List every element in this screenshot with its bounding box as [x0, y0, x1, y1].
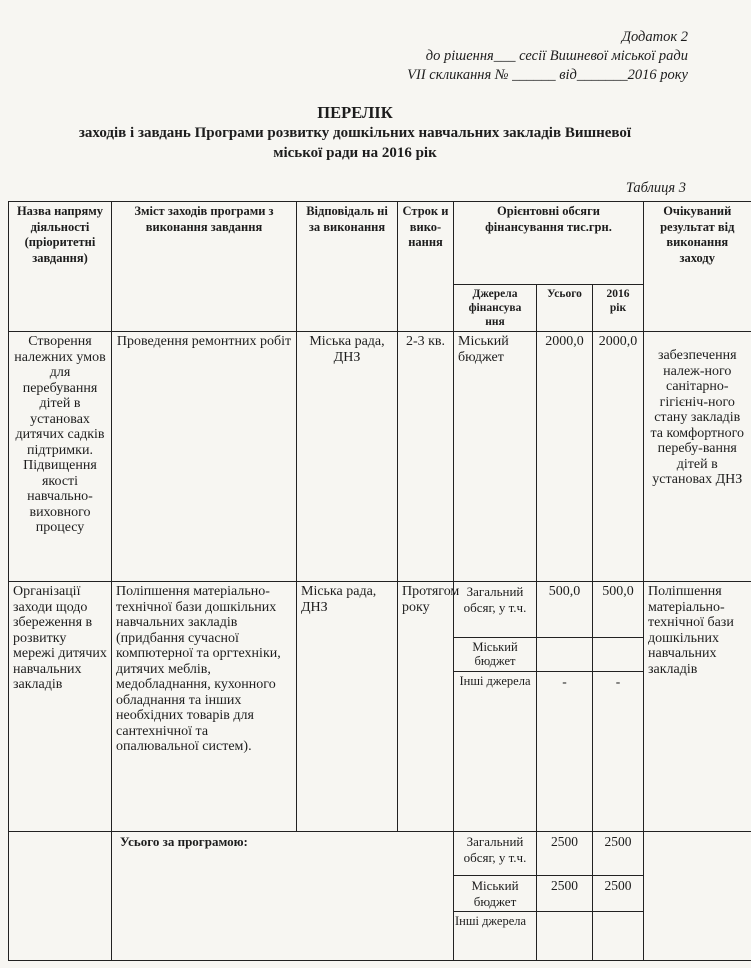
row1-direction: Створення належних умов для перебування дітей в установах дитячих садків підтримки. Підвищення якості навчально-виховного процесу	[9, 332, 112, 582]
row2-responsible: Міська рада, ДНЗ	[297, 582, 398, 832]
row2-year-city	[593, 638, 644, 672]
row1-total: 2000,0	[537, 332, 593, 582]
totals-year-city: 2500	[593, 876, 644, 912]
table-row	[9, 582, 751, 638]
row2-source-general: Загальний обсяг, у т.ч.	[454, 582, 537, 638]
document-title	[0, 103, 710, 163]
table-row	[9, 332, 751, 582]
header-direction: Назва напряму діяльності (пріоритетні завдання)	[9, 202, 112, 332]
header-year: 2016 рік	[593, 285, 644, 332]
row2-year-general: 500,0	[593, 582, 644, 638]
row2-result: Поліпшення матеріально-технічної бази дошкільних навчальних закладів	[644, 582, 751, 832]
header-result: Очікуваний результат від виконання заходу	[644, 202, 751, 332]
totals-label: Усього за програмою:	[112, 832, 454, 961]
header-source: Джерела фінансува ння	[454, 285, 537, 332]
totals-source-other: Інші джерела	[454, 912, 537, 961]
header-total: Усього	[537, 285, 593, 332]
row2-direction: Організації заходи щодо збереження в розвитку мережі дитячих навчальних закладів	[9, 582, 112, 832]
row2-content: Поліпшення матеріально-технічної бази дошкільних навчальних закладів (придбання сучасної компютерної та оргтехніки, дитячих меблів, медобладнання, кухонного обладнання та інших необхідних товарів для сантехнічної та опалювальної систем).	[112, 582, 297, 832]
measures-table	[8, 201, 751, 961]
row1-year: 2000,0	[593, 332, 644, 582]
totals-source-general: Загальний обсяг, у т.ч.	[454, 832, 537, 876]
header-responsible: Відповідаль ні за виконання	[297, 202, 398, 332]
row1-source: Міський бюджет	[454, 332, 537, 582]
totals-source-city: Міський бюджет	[454, 876, 537, 912]
row2-source-city: Міський бюджет	[454, 638, 537, 672]
totals-year-general: 2500	[593, 832, 644, 876]
totals-empty	[9, 832, 112, 961]
row1-responsible: Міська рада, ДНЗ	[297, 332, 398, 582]
totals-row	[9, 832, 751, 876]
title-heading: ПЕРЕЛІК	[317, 103, 393, 122]
title-line-3: міської ради на 2016 рік	[273, 145, 437, 161]
totals-total-city: 2500	[537, 876, 593, 912]
header-term: Строк и вико- нання	[398, 202, 454, 332]
header-funding: Орієнтовні обсяги фінансування тис.грн.	[454, 202, 644, 285]
row1-result: забезпечення належ-ного санітарно-гігієніч-ного стану закладів та комфортного перебу-вання дітей в установах ДНЗ	[644, 332, 751, 582]
row2-total-other: -	[537, 672, 593, 832]
row2-source-other: Інші джерела	[454, 672, 537, 832]
header-content: Зміст заходів програми з виконання завдання	[112, 202, 297, 332]
totals-total-other	[537, 912, 593, 961]
row1-term: 2-3 кв.	[398, 332, 454, 582]
row2-total-city	[537, 638, 593, 672]
title-line-2: заходів і завдань Програми розвитку дошкільних навчальних закладів Вишневої	[78, 125, 632, 141]
row2-year-other: -	[593, 672, 644, 832]
appendix-decision: до рішення___ сесії Вишневої міської ради	[425, 48, 688, 64]
totals-result-empty	[644, 832, 751, 961]
appendix-header	[268, 28, 688, 85]
totals-year-other	[593, 912, 644, 961]
row1-content: Проведення ремонтних робіт	[112, 332, 297, 582]
appendix-convocation: VІІ скликання № ______ від_______2016 року	[407, 67, 688, 83]
totals-total-general: 2500	[537, 832, 593, 876]
row2-total-general: 500,0	[537, 582, 593, 638]
appendix-number: Додаток 2	[621, 29, 688, 45]
row2-term: Протягом року	[398, 582, 454, 832]
table-label: Таблиця 3	[625, 180, 686, 196]
